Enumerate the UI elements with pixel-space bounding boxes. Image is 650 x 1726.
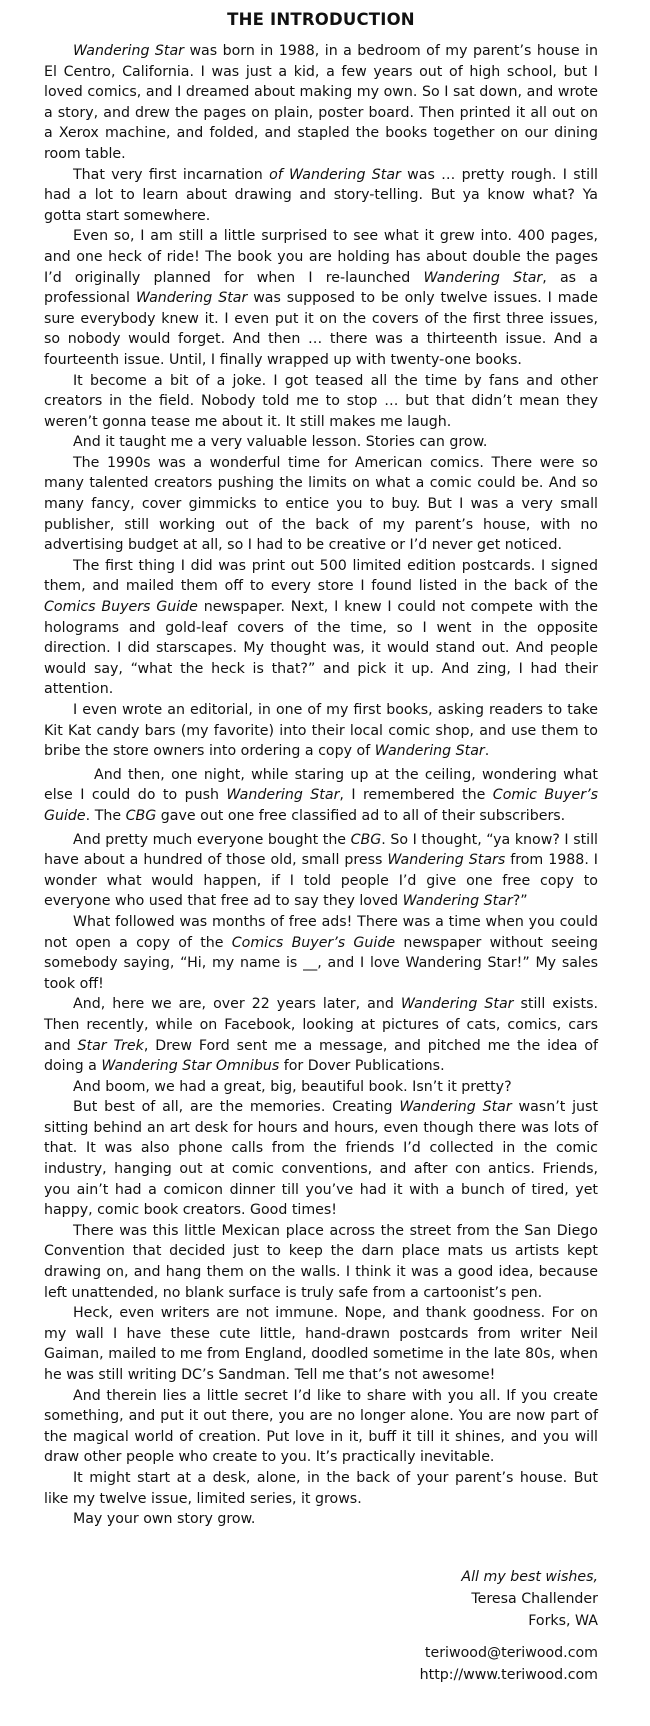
italic-title-text: Wandering Star <box>374 743 485 760</box>
paragraph-text: still exists. Then recently, while on Facebook, looking at pictures of cats, comics, cars and <box>44 996 598 1054</box>
body-paragraph <box>44 41 598 165</box>
paragraph-text: May your own story grow. <box>73 1511 256 1528</box>
italic-title-text: Wandering Star <box>399 1099 512 1116</box>
italic-title-text: CBG <box>125 807 157 824</box>
paragraph-text: It become a bit of a joke. I got teased all the time by fans and other creators in the field. Nobody told me to stop … but that didn’t mean they weren’t gonna tease me about it. It still makes me laugh. <box>44 372 598 430</box>
page-title: THE INTRODUCTION <box>227 10 415 29</box>
paragraph-text: Heck, even writers are not immune. Nope, and thank goodness. For on my wall I have these cute little, hand-drawn postcards from writer Neil Gaiman, mailed to me from England, doodled sometime in the late 80s, when he was still writing DC’s Sandman. Tell me that’s not awesome! <box>44 1305 598 1383</box>
body-paragraph <box>44 912 598 994</box>
paragraph-text: The 1990s was a wonderful time for American comics. There were so many talented creators pushing the limits on what a comic could be. And so many fancy, cover gimmicks to entice you to buy. But I was a very small publisher, still working out of the back of my parent’s house, with no advertising budget at all, so I had to be creative or I’d never get noticed. <box>44 454 598 554</box>
paragraph-text: The first thing I did was print out 500 limited edition postcards. I signed them, and mailed them off to every store I found listed in the back of the <box>44 557 598 595</box>
body-paragraph <box>44 765 598 827</box>
body-paragraph <box>44 453 598 556</box>
paragraph-text: . The <box>85 807 126 824</box>
italic-title-text: Wandering Star Omnibus <box>101 1058 280 1075</box>
paragraph-text: ?” <box>512 893 528 910</box>
paragraph-text: And therein lies a little secret I’d like to share with you all. If you create something, and put it out there, you are no longer alone. You are now part of the magical world of creation. Put love in it, buff it till it shines, and you will draw other people who create to you. It’s practically inevitable. <box>44 1387 598 1466</box>
paragraph-text: was supposed to be only twelve issues. I made sure everybody knew it. I even put it on the covers of the first three issues, so nobody would forget. And then … there was a thirteenth issue. And a fourteenth issue. Until, I finally wrapped up with twenty-one books. <box>44 290 598 368</box>
body-paragraph <box>44 1221 598 1303</box>
body-paragraph <box>44 1077 598 1098</box>
body-paragraph <box>44 371 598 433</box>
italic-title-text: Wandering Star <box>135 290 248 307</box>
italic-title-text: of Wandering Star <box>269 166 401 183</box>
paragraph-text: wasn’t just sitting behind an art desk for hours and hours, even though there was lots of that. It was also phone calls from the friends I’d collected in the comic industry, hanging out at comic conventions, and after con antics. Friends, you ain’t had a comicon dinner till you’ve had it with a bunch of tired, yet happy, comic book creators. Good times! <box>44 1099 598 1219</box>
signoff <box>44 1566 598 1686</box>
paragraph-text: Even so, I am still a little surprised to see what it grew into. 400 pages, and one heck of ride! The book you are holding has about double the pages I’d originally planned for when I re-launched <box>44 228 598 286</box>
body-paragraph <box>44 1386 598 1468</box>
paragraph-text: was … pretty rough. I still had a lot to learn about drawing and story-telling. But ya know what? Ya gotta start somewhere. <box>44 166 598 224</box>
body-paragraph <box>44 1509 598 1530</box>
article-body <box>44 41 598 1530</box>
paragraph-text: newspaper without seeing somebody saying, “Hi, my name is __, and I love Wandering Star!” My sales took off! <box>44 934 598 992</box>
body-paragraph <box>44 165 598 227</box>
body-paragraph <box>44 556 598 700</box>
body-paragraph <box>44 700 598 762</box>
paragraph-text: was born in 1988, in a bedroom of my parent’s house in El Centro, California. I was just a kid, a few years out of high school, but I loved comics, and I dreamed about making my own. So I sat down, and wrote a story, and drew the pages on plain, poster board. Then printed it all out on a Xerox machine, and folded, and stapled the books together on our dining room table. <box>44 43 598 162</box>
author-email: teriwood@teriwood.com <box>424 1644 598 1661</box>
paragraph-text: There was this little Mexican place across the street from the San Diego Convention that decided just to keep the darn place mats us artists kept drawing on, and hang them on the walls. I think it was a good idea, because left unattended, no blank surface is truly safe from a cartoonist’s pen. <box>44 1222 598 1301</box>
paragraph-text: It might start at a desk, alone, in the back of your parent’s house. But like my twelve issue, limited series, it grows. <box>44 1469 598 1507</box>
paragraph-text: . So I thought, “ya know? I still have about a hundred of those old, small press <box>44 831 598 869</box>
body-paragraph <box>44 830 598 912</box>
paragraph-text: from 1988. I wonder what would happen, if I told people I’d give one free copy to everyone who used that free ad to say they loved <box>44 852 598 910</box>
italic-title-text: Wandering Star <box>400 996 514 1013</box>
italic-title-text: Wandering Star <box>226 787 340 804</box>
paragraph-text: for Dover Publications. <box>279 1058 445 1075</box>
paragraph-text: But best of all, are the memories. Creating <box>73 1099 400 1116</box>
italic-title-text: Wandering Stars <box>387 852 506 869</box>
italic-title-text: Wandering Star <box>73 43 184 59</box>
paragraph-text: , as a professional <box>44 269 598 307</box>
paragraph-text: gave out one free classified ad to all of their subscribers. <box>156 807 566 824</box>
italic-title-text: Star Trek <box>77 1037 144 1054</box>
paragraph-text: What followed was months of free ads! There was a time when you could not open a copy of the <box>44 913 598 951</box>
body-paragraph <box>44 432 598 453</box>
italic-title-text: CBG <box>350 831 382 848</box>
paragraph-text: , Drew Ford sent me a message, and pitched me the idea of doing a <box>44 1037 599 1075</box>
paragraph-text: , I remembered the <box>339 787 493 804</box>
author-website: http://www.teriwood.com <box>419 1666 598 1683</box>
author-name: Teresa Challender <box>471 1590 598 1607</box>
body-paragraph <box>44 1468 598 1509</box>
italic-title-text: Wandering Star <box>402 893 513 910</box>
italic-title-text: Comics Buyers Guide <box>44 599 198 616</box>
paragraph-text: newspaper. Next, I knew I could not compete with the holograms and gold-leaf covers of the time, so I went in the opposite direction. I did starscapes. My thought was, it would stand out. And people would say, “what the heck is that?” and pick it up. And zing, I had their attention. <box>44 599 599 698</box>
author-location: Forks, WA <box>528 1612 598 1629</box>
body-paragraph <box>44 1097 598 1221</box>
paragraph-text: And it taught me a very valuable lesson. Stories can grow. <box>73 434 488 451</box>
body-paragraph <box>44 1303 598 1385</box>
paragraph-text: And boom, we had a great, big, beautiful book. Isn’t it pretty? <box>73 1078 512 1095</box>
italic-title-text: Comics Buyer’s Guide <box>231 934 396 951</box>
body-paragraph <box>44 226 598 370</box>
closing-wishes: All my best wishes, <box>461 1568 598 1585</box>
italic-title-text: Comic Buyer’s Guide <box>44 787 598 824</box>
paragraph-text: And, here we are, over 22 years later, and <box>73 996 401 1013</box>
italic-title-text: Wandering Star <box>423 269 543 286</box>
paragraph-text: . <box>484 743 490 760</box>
paragraph-text: I even wrote an editorial, in one of my first books, asking readers to take Kit Kat candy bars (my favorite) into their local comic shop, and use them to bribe the store owners into ordering a copy of <box>44 702 598 760</box>
paragraph-text: And then, one night, while staring up at the ceiling, wondering what else I could do to push <box>44 766 598 804</box>
paragraph-text: That very first incarnation <box>73 166 270 183</box>
paragraph-text: And pretty much everyone bought the <box>73 831 351 848</box>
body-paragraph <box>44 994 598 1076</box>
